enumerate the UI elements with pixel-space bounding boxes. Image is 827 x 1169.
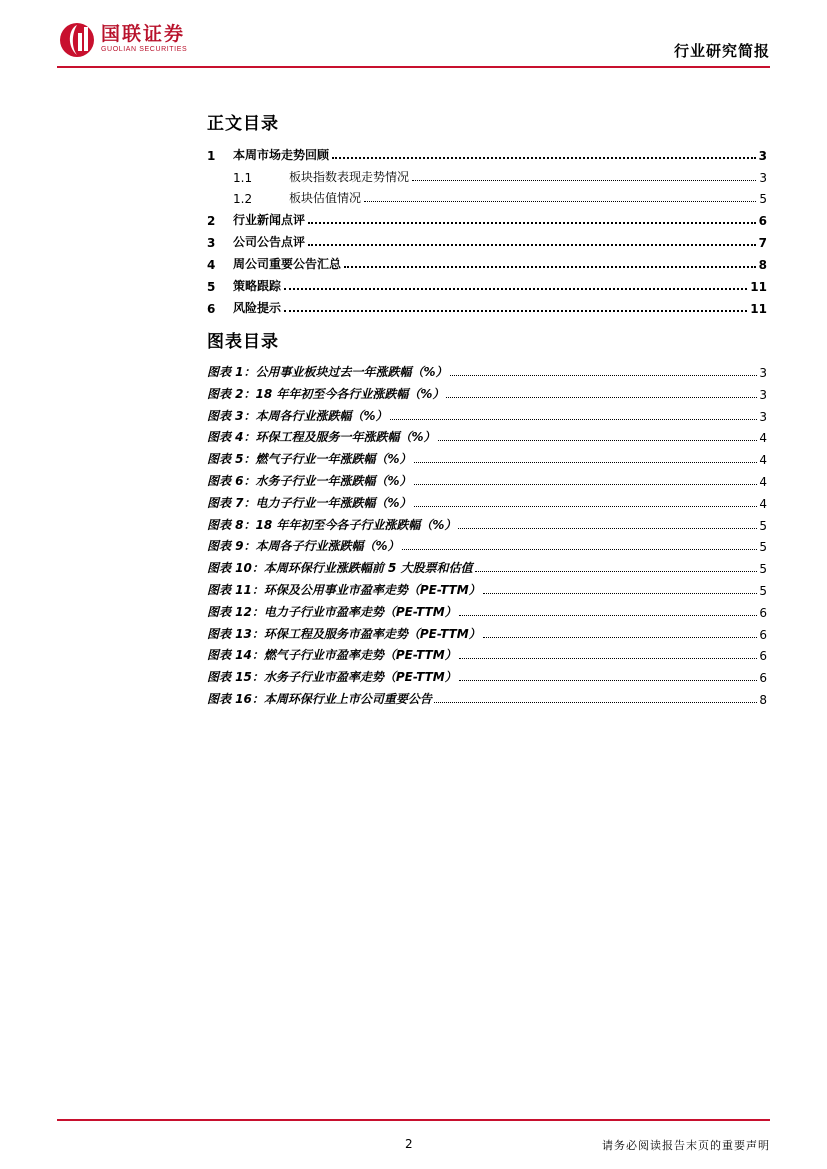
figure-entry-title: 图表 7：电力子行业一年涨跌幅（%）	[207, 496, 412, 510]
figure-entry-page: 6	[759, 628, 767, 642]
dot-leader	[475, 571, 758, 572]
toc-entry-number: 4	[207, 258, 216, 272]
figure-entry-title: 图表 5：燃气子行业一年涨跌幅（%）	[207, 452, 412, 466]
figure-entry-title: 图表 11：环保及公用事业市盈率走势（PE-TTM）	[207, 583, 481, 597]
dot-leader	[459, 658, 758, 659]
figure-entry-page: 6	[759, 649, 767, 663]
figure-entry[interactable]	[207, 600, 767, 620]
figure-entry-page: 6	[759, 671, 767, 685]
figure-entry-title: 图表 3：本周各行业涨跌幅（%）	[207, 409, 388, 423]
toc-entry[interactable]	[207, 165, 767, 185]
brand-logo	[57, 18, 187, 60]
toc-entry[interactable]	[207, 274, 767, 294]
figure-entry-title: 图表 8：18 年年初至今各子行业涨跌幅（%）	[207, 518, 457, 532]
brand-name-en: GUOLIAN SECURITIES	[101, 46, 188, 53]
dot-leader	[402, 549, 758, 550]
figure-entry[interactable]	[207, 534, 767, 554]
toc-entry-number: 3	[207, 236, 216, 250]
figure-entry[interactable]	[207, 622, 767, 642]
dot-leader	[284, 288, 747, 290]
figure-entry[interactable]	[207, 491, 767, 511]
dot-leader	[308, 222, 756, 224]
figure-entry-title: 图表 6：水务子行业一年涨跌幅（%）	[207, 474, 412, 488]
page-number: 2	[405, 1137, 413, 1151]
figure-entry[interactable]	[207, 360, 767, 380]
toc-entry-title: 板块估值情况	[289, 191, 362, 205]
figure-entry-page: 5	[759, 562, 767, 576]
toc-entry[interactable]	[207, 296, 767, 316]
figure-entry-page: 4	[759, 475, 767, 489]
figure-entry-page: 5	[759, 540, 767, 554]
figure-entry-page: 5	[759, 584, 767, 598]
figure-entry-page: 5	[759, 519, 767, 533]
dot-leader	[438, 440, 758, 441]
figure-entry-page: 3	[759, 388, 767, 402]
figure-entry-page: 8	[759, 693, 767, 707]
dot-leader	[284, 310, 747, 312]
figure-entry-title: 图表 16：本周环保行业上市公司重要公告	[207, 692, 432, 706]
figure-entry-title: 图表 14：燃气子行业市盈率走势（PE-TTM）	[207, 648, 457, 662]
figure-entry-page: 4	[759, 453, 767, 467]
toc-entry[interactable]	[207, 208, 767, 228]
figure-entry[interactable]	[207, 425, 767, 445]
dot-leader	[332, 157, 756, 159]
figure-entry[interactable]	[207, 556, 767, 576]
toc-entry-page: 6	[758, 214, 767, 228]
brand-name-cn: 国联证券	[101, 23, 186, 45]
document-type: 行业研究简报	[673, 42, 770, 60]
toc-entry-number: 2	[207, 214, 216, 228]
figure-entry-page: 6	[759, 606, 767, 620]
toc-entry-title: 行业新闻点评	[233, 213, 306, 227]
dot-leader	[414, 506, 758, 507]
dot-leader	[390, 419, 758, 420]
dot-leader	[459, 680, 758, 681]
dot-leader	[483, 593, 758, 594]
figure-entry-page: 4	[759, 431, 767, 445]
toc-entry-number: 1.1	[233, 171, 253, 185]
toc-entry-page: 5	[759, 192, 767, 206]
dot-leader	[308, 244, 756, 246]
dot-leader	[483, 637, 758, 638]
figure-entry-page: 3	[759, 366, 767, 380]
dot-leader	[364, 201, 756, 202]
toc-entry-title: 策略跟踪	[233, 279, 282, 293]
dot-leader	[412, 180, 756, 181]
figure-entry-page: 4	[759, 497, 767, 511]
dot-leader	[344, 266, 756, 268]
figure-entry-title: 图表 13：环保工程及服务市盈率走势（PE-TTM）	[207, 627, 481, 641]
guolian-logo-icon	[57, 19, 97, 59]
figure-entry[interactable]	[207, 643, 767, 663]
toc-entry-page: 3	[759, 171, 767, 185]
toc-entry-title: 风险提示	[233, 301, 282, 315]
figure-entry[interactable]	[207, 382, 767, 402]
dot-leader	[459, 615, 758, 616]
figure-entry[interactable]	[207, 665, 767, 685]
disclaimer: 请务必阅读报告末页的重要声明	[602, 1139, 770, 1152]
toc-entry-page: 8	[758, 258, 767, 272]
figure-entry[interactable]	[207, 687, 767, 707]
toc-entry-number: 5	[207, 280, 216, 294]
dot-leader	[458, 528, 757, 529]
toc-entry-number: 1.2	[233, 192, 253, 206]
figure-entry-title: 图表 15：水务子行业市盈率走势（PE-TTM）	[207, 670, 457, 684]
toc-entry[interactable]	[207, 143, 767, 163]
dot-leader	[414, 462, 758, 463]
toc-entry-page: 7	[758, 236, 767, 250]
figure-entry-title: 图表 10：本周环保行业涨跌幅前 5 大股票和估值	[207, 561, 473, 575]
toc-entry-title: 周公司重要公告汇总	[233, 257, 342, 271]
toc-entry[interactable]	[207, 230, 767, 250]
figure-entry-page: 3	[759, 410, 767, 424]
toc-entry-title: 公司公告点评	[233, 235, 306, 249]
figure-entry[interactable]	[207, 404, 767, 424]
toc-entry-title: 本周市场走势回顾	[233, 148, 330, 162]
figure-entry-title: 图表 9：本周各子行业涨跌幅（%）	[207, 539, 400, 553]
toc-entry[interactable]	[207, 252, 767, 272]
toc-entry-page: 11	[750, 280, 767, 294]
figure-entry[interactable]	[207, 513, 767, 533]
figure-entry-title: 图表 12：电力子行业市盈率走势（PE-TTM）	[207, 605, 457, 619]
dot-leader	[434, 702, 757, 703]
footer-divider	[57, 1119, 770, 1121]
figure-entry[interactable]	[207, 578, 767, 598]
toc-entry-page: 3	[758, 149, 767, 163]
toc-entry-number: 6	[207, 302, 216, 316]
toc-entry-number: 1	[207, 149, 216, 163]
figure-entry-title: 图表 4：环保工程及服务一年涨跌幅（%）	[207, 430, 436, 444]
figure-entry[interactable]	[207, 447, 767, 467]
figures-title: 图表目录	[207, 332, 279, 352]
figure-entry-title: 图表 1：公用事业板块过去一年涨跌幅（%）	[207, 365, 448, 379]
toc-entry-title: 板块指数表现走势情况	[289, 170, 410, 184]
toc-entry-page: 11	[750, 302, 767, 316]
page-header	[57, 18, 770, 68]
dot-leader	[414, 484, 758, 485]
figure-entry-title: 图表 2：18 年年初至今各行业涨跌幅（%）	[207, 387, 445, 401]
toc-title: 正文目录	[207, 114, 279, 134]
figure-entry[interactable]	[207, 469, 767, 489]
dot-leader	[446, 397, 757, 398]
toc-entry[interactable]	[207, 186, 767, 206]
dot-leader	[450, 375, 758, 376]
